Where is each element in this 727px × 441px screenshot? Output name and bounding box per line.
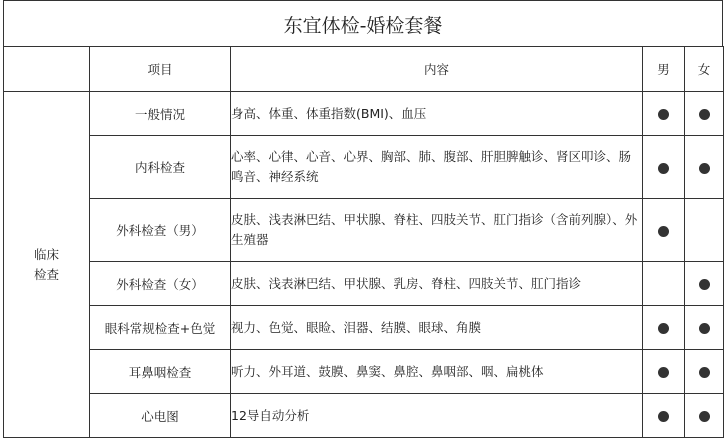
filled-dot-icon [699,279,710,290]
female-mark-cell [685,92,724,136]
male-mark-cell [643,262,685,306]
table-row [4,92,724,136]
table-row [4,350,724,394]
male-mark-cell [643,136,685,199]
content-cell: 身高、体重、体重指数(BMI)、血压 [231,92,643,136]
content-cell: 皮肤、浅表淋巴结、甲状腺、乳房、脊柱、四肢关节、肛门指诊 [231,262,643,306]
male-mark-cell [643,350,685,394]
female-mark-cell [685,306,724,350]
content-cell: 听力、外耳道、鼓膜、鼻窦、鼻腔、鼻咽部、咽、扁桃体 [231,350,643,394]
item-cell: 外科检查（男） [90,199,231,262]
female-mark-cell [685,199,724,262]
item-cell: 一般情况 [90,92,231,136]
content-cell: 皮肤、浅表淋巴结、甲状腺、脊柱、四肢关节、肛门指诊（含前列腺）、外生殖器 [231,199,643,262]
header-item: 项目 [90,47,231,92]
filled-dot-icon [699,367,710,378]
male-mark-cell [643,306,685,350]
content-cell: 12导自动分析 [231,394,643,438]
female-mark-cell [685,350,724,394]
content-cell: 视力、色觉、眼睑、泪器、结膜、眼球、角膜 [231,306,643,350]
table-row [4,306,724,350]
header-female: 女 [685,47,724,92]
female-mark-cell [685,394,724,438]
category-line-1: 临床 [33,246,59,262]
filled-dot-icon [658,163,669,174]
item-cell: 耳鼻咽检查 [90,350,231,394]
header-content: 内容 [231,47,643,92]
filled-dot-icon [658,109,669,120]
page-title: 东宜体检-婚检套餐 [3,0,723,47]
filled-dot-icon [658,411,669,422]
header-male: 男 [643,47,685,92]
filled-dot-icon [699,163,710,174]
table-header-row [4,47,724,92]
male-mark-cell [643,199,685,262]
filled-dot-icon [699,323,710,334]
filled-dot-icon [658,323,669,334]
female-mark-cell [685,262,724,306]
female-mark-cell [685,136,724,199]
exam-table [3,46,724,438]
table-row [4,199,724,262]
table-row [4,136,724,199]
category-cell [4,92,90,438]
content-cell: 心率、心律、心音、心界、胸部、肺、腹部、肝胆脾触诊、肾区叩诊、肠鸣音、神经系统 [231,136,643,199]
category-line-2: 检查 [33,266,59,282]
filled-dot-icon [658,367,669,378]
filled-dot-icon [699,109,710,120]
item-cell: 内科检查 [90,136,231,199]
table-row [4,262,724,306]
filled-dot-icon [699,411,710,422]
male-mark-cell [643,92,685,136]
item-cell: 心电图 [90,394,231,438]
male-mark-cell [643,394,685,438]
item-cell: 眼科常规检查+色觉 [90,306,231,350]
filled-dot-icon [658,226,669,237]
table-row [4,394,724,438]
item-cell: 外科检查（女） [90,262,231,306]
header-category [4,47,90,92]
